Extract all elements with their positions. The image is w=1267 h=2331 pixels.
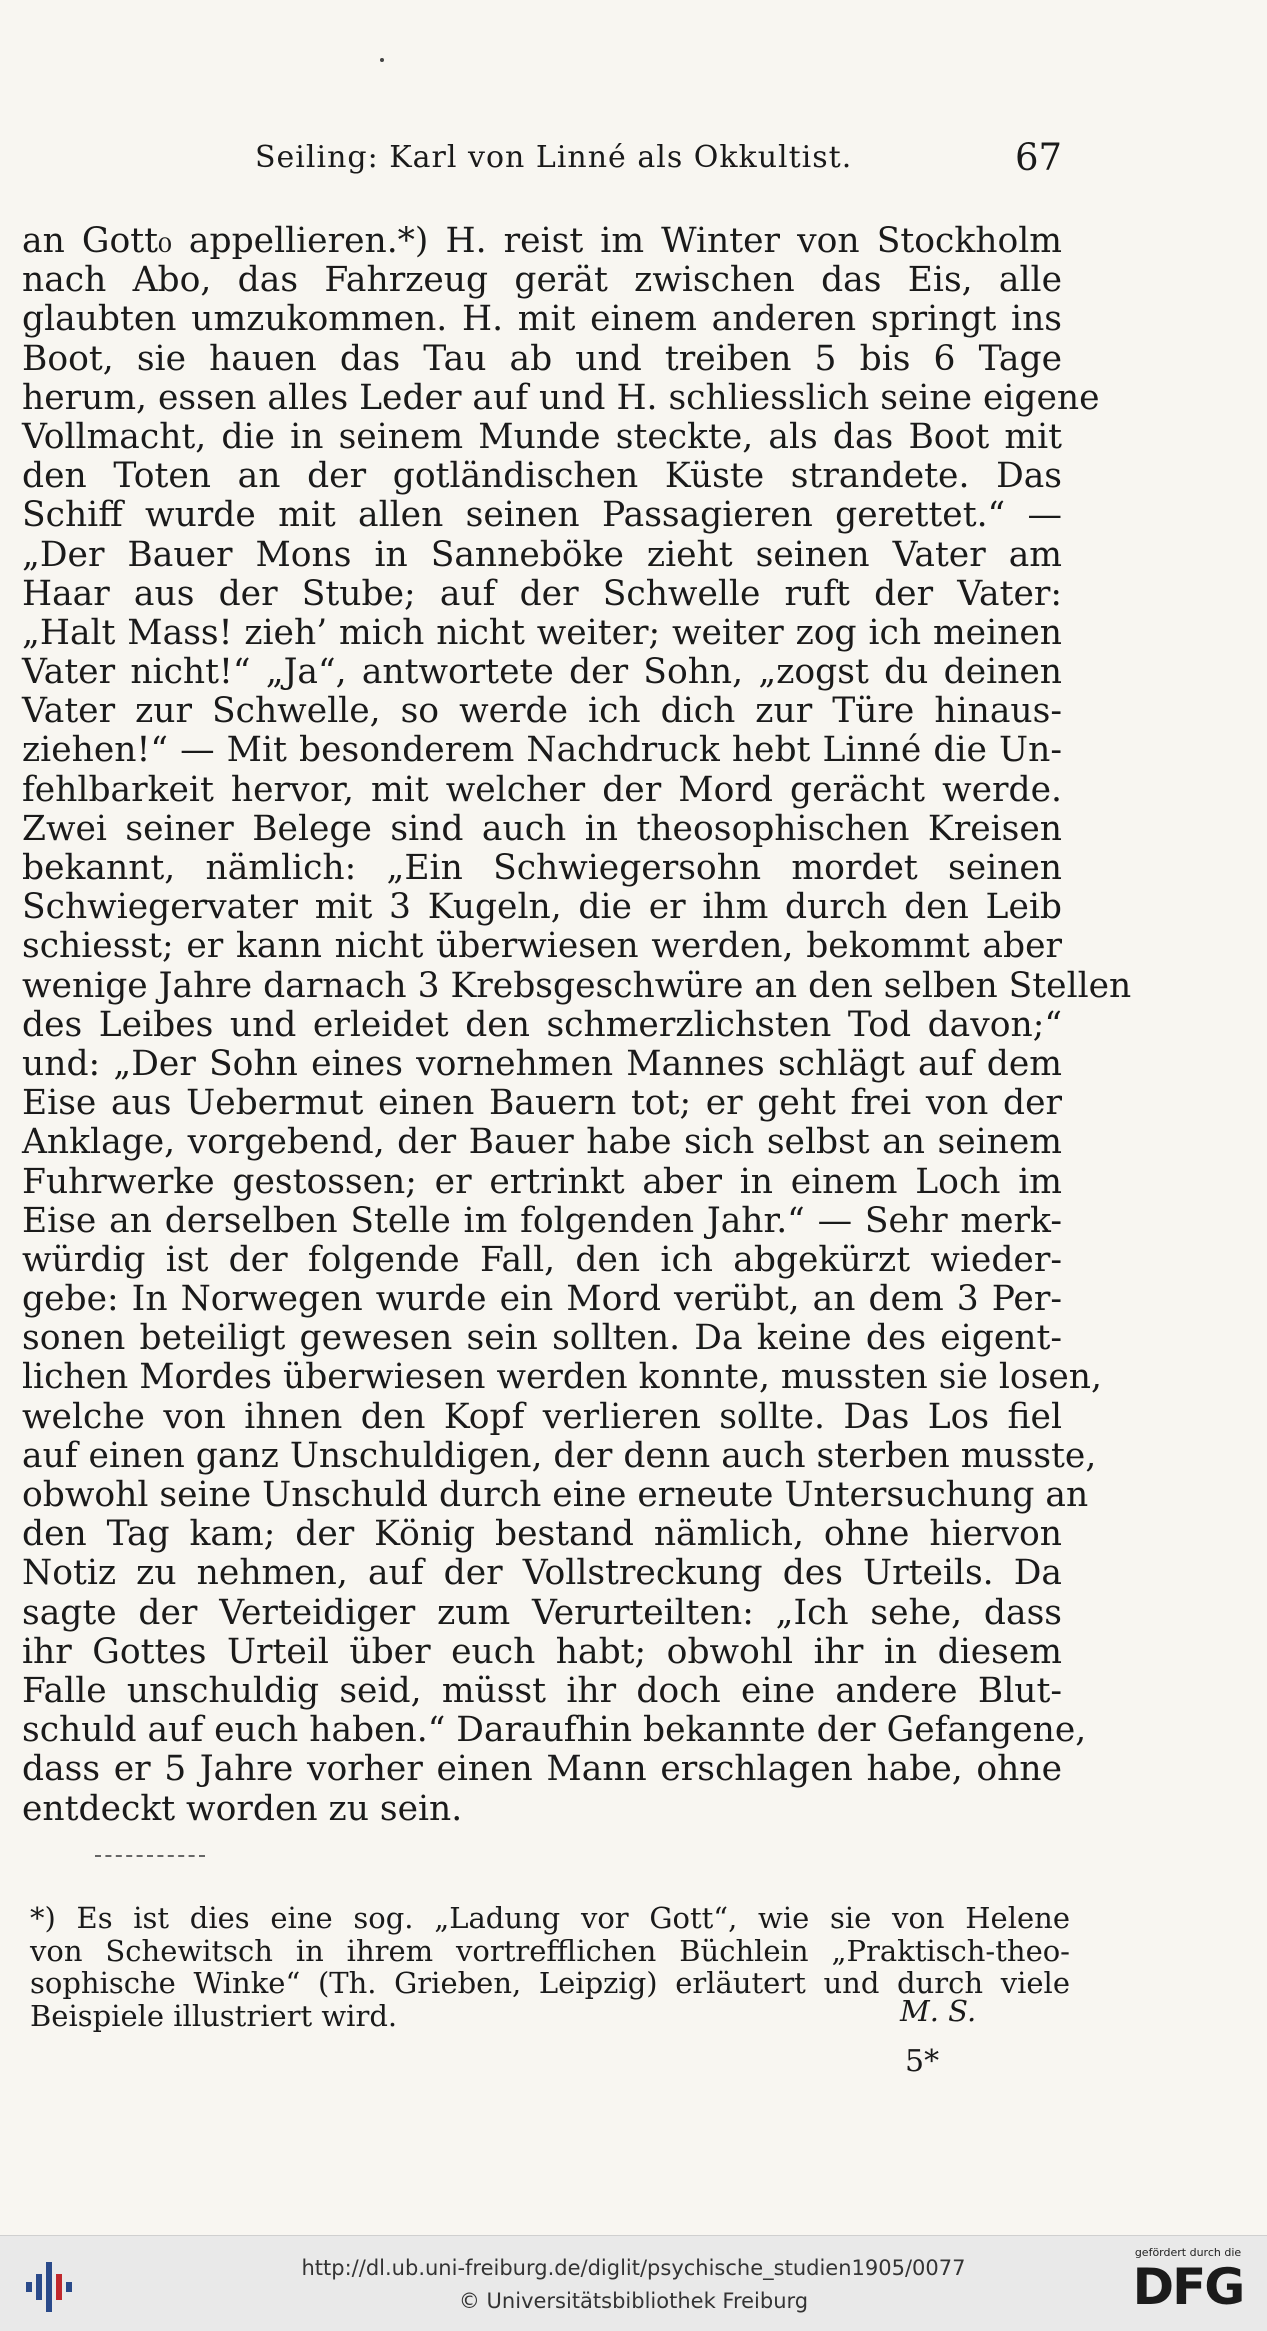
footnote-line: sophische Winke“ (Th. Grieben, Leipzig) erläutert und durch viele [30,1966,1070,2000]
text-line: ihr Gottes Urteil über euch habt; obwohl ihr in diesem [22,1631,1062,1672]
text-line: sonen beteiligt gewesen sein sollten. Da keine des eigent- [22,1318,1062,1359]
text-line: glaubten umzukommen. H. mit einem anderen springt ins [22,299,1062,340]
text-line: Notiz zu nehmen, auf der Vollstreckung des Urteils. Da [22,1553,1062,1594]
text-line: Fuhrwerke gestossen; er ertrinkt aber in einem Loch im [22,1161,1062,1202]
dfg-logo [1118,2246,1258,2326]
text-line: Vollmacht, die in seinem Munde steckte, als das Boot mit [22,416,1062,457]
text-line: „Der Bauer Mons in Sanneböke zieht seinen Vater am [22,534,1062,575]
footnote-line: Beispiele illustriert wird. [30,1998,398,2033]
footnote-line: von Schewitsch in ihrem vortrefflichen Büchlein „Praktisch-theo- [30,1933,1070,1968]
text-line: herum, essen alles Leder auf und H. schliesslich seine eigene [22,377,1100,418]
copyright-notice: © Universitätsbibliothek Freiburg [458,2289,809,2313]
sheet-signature: 5* [905,2044,940,2079]
text-line: entdeckt worden zu sein. [22,1788,463,1829]
text-line: und: „Der Sohn eines vornehmen Mannes schlägt auf dem [22,1043,1062,1084]
text-line: Falle unschuldig seid, müsst ihr doch eine andere Blut- [22,1670,1062,1711]
text-line: auf einen ganz Unschuldigen, der denn auch sterben musste, [22,1435,1097,1476]
text-line: Anklage, vorgebend, der Bauer habe sich selbst an seinem [22,1122,1062,1163]
text-line: Schiff wurde mit allen seinen Passagieren gerettet.“ — [22,495,1062,536]
footnote-signature: M. S. [900,1994,977,2028]
text-line: wenige Jahre darnach 3 Krebsgeschwüre an den selben Stellen [22,965,1132,1006]
text-line: an Gott₀ appellieren.*) H. reist im Winter von Stockholm [22,221,1062,261]
text-line: den Tag kam; der König bestand nämlich, ohne hiervon [22,1514,1062,1555]
footnote-separator [95,1855,205,1859]
text-line: schiesst; er kann nicht überwiesen werden, bekommt aber [22,926,1062,967]
text-line: Vater zur Schwelle, so werde ich dich zur Türe hinaus- [22,691,1062,732]
text-line: Eise an derselben Stelle im folgenden Jahr.“ — Sehr merk- [22,1200,1062,1241]
running-title: Seiling: Karl von Linné als Okkultist. [255,140,853,175]
viewer-footer [0,2235,1267,2331]
text-line: schuld auf euch haben.“ Daraufhin bekannte der Gefangene, [22,1710,1087,1751]
text-line: obwohl seine Unschuld durch eine erneute Untersuchung an [22,1475,1089,1515]
text-line: lichen Mordes überwiesen werden konnte, mussten sie losen, [22,1357,1102,1398]
text-line: sagte der Verteidiger zum Verurteilten: „Ich sehe, dass [22,1592,1062,1633]
document-url[interactable]: http://dl.ub.uni-freiburg.de/diglit/psychische_studien1905/0077 [301,2256,966,2280]
text-line: ziehen!“ — Mit besonderem Nachdruck hebt Linné die Un- [22,730,1062,771]
text-line: würdig ist der folgende Fall, den ich abgekürzt wieder- [22,1239,1062,1280]
footnote-line: *) Es ist dies eine sog. „Ladung vor Gott“, wie sie von Helene [30,1901,1070,1935]
dfg-wordmark: DFG [1132,2258,1244,2316]
text-line: des Leibes und erleidet den schmerzlichsten Tod davon;“ [22,1004,1062,1045]
dfg-funding-label: gefördert durch die [1134,2246,1242,2259]
text-line: welche von ihnen den Kopf verlieren sollte. Das Los fiel [22,1396,1062,1437]
text-line: dass er 5 Jahre vorher einen Mann erschlagen habe, ohne [22,1749,1062,1790]
text-line: bekannt, nämlich: „Ein Schwiegersohn mordet seinen [22,848,1062,888]
body-text [22,221,1132,1829]
page-number: 67 [1015,136,1063,179]
page-header [0,136,1267,180]
text-line: Schwiegervater mit 3 Kugeln, die er ihm durch den Leib [22,887,1062,928]
text-line: Vater nicht!“ „Ja“, antwortete der Sohn, „zogst du deinen [22,652,1062,693]
text-line: „Halt Mass! zieh’ mich nicht weiter; weiter zog ich meinen [22,612,1062,653]
text-line: nach Abo, das Fahrzeug gerät zwischen das Eis, alle [22,260,1062,301]
text-line: Zwei seiner Belege sind auch in theosophischen Kreisen [22,808,1062,849]
text-line: Eise aus Uebermut einen Bauern tot; er geht frei von der [22,1083,1062,1124]
speck [380,58,384,62]
text-line: den Toten an der gotländischen Küste strandete. Das [22,456,1062,497]
text-line: Boot, sie hauen das Tau ab und treiben 5 bis 6 Tage [22,338,1062,379]
text-line: gebe: In Norwegen wurde ein Mord verübt, an dem 3 Per- [22,1279,1062,1320]
text-line: fehlbarkeit hervor, mit welcher der Mord gerächt werde. [22,769,1062,810]
text-line: Haar aus der Stube; auf der Schwelle ruft der Vater: [22,573,1062,614]
